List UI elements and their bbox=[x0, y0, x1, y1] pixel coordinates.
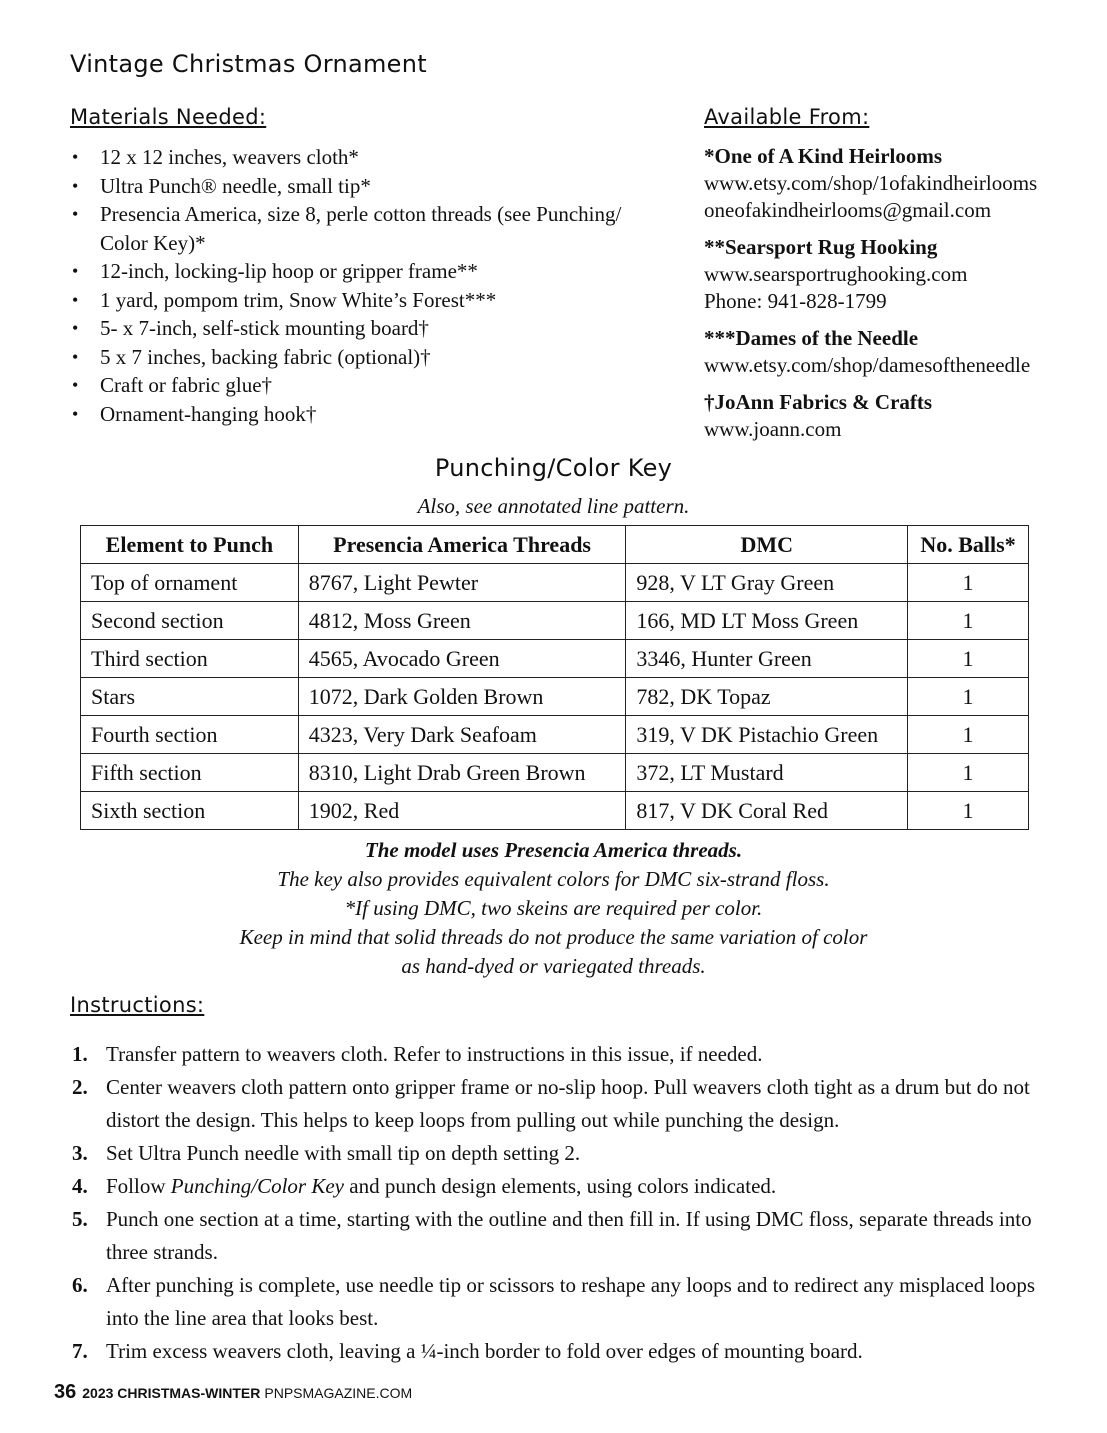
table-cell: 1 bbox=[908, 792, 1029, 830]
vendor-list bbox=[704, 143, 1094, 453]
vendor bbox=[704, 389, 1094, 443]
table-cell: 1902, Red bbox=[298, 792, 626, 830]
vendor-website: www.etsy.com/shop/damesoftheneedle bbox=[704, 353, 1031, 377]
materials-list bbox=[72, 143, 672, 428]
table-cell: 372, LT Mustard bbox=[626, 754, 908, 792]
vendor-phone: Phone: 941-828-1799 bbox=[704, 289, 887, 313]
list-item: • 12-inch, locking-lip hoop or gripper frame** bbox=[72, 257, 672, 286]
table-cell: 4323, Very Dark Seafoam bbox=[298, 716, 626, 754]
instructions-list bbox=[72, 1038, 1057, 1368]
column-header: No. Balls* bbox=[908, 526, 1029, 564]
table-cell: 4565, Avocado Green bbox=[298, 640, 626, 678]
table-cell: 928, V LT Gray Green bbox=[626, 564, 908, 602]
materials-heading: Materials Needed: bbox=[70, 105, 267, 129]
list-item: • 5- x 7-inch, self-stick mounting board† bbox=[72, 314, 672, 343]
step-text: Trim excess weavers cloth, leaving a ¼-inch border to fold over edges of mounting board. bbox=[106, 1339, 863, 1363]
note-line: *If using DMC, two skeins are required per color. bbox=[344, 896, 763, 920]
vendor-website: www.etsy.com/shop/1ofakindheirlooms bbox=[704, 171, 1038, 195]
step-reference: Punching/Color Key bbox=[170, 1174, 344, 1198]
color-key-heading: Punching/Color Key bbox=[434, 454, 673, 482]
color-key-subheading: Also, see annotated line pattern. bbox=[417, 494, 690, 518]
note-line: as hand-dyed or variegated threads. bbox=[401, 954, 706, 978]
step-number: 2. bbox=[72, 1075, 88, 1099]
vendor-website: www.searsportrughooking.com bbox=[704, 262, 968, 286]
instruction-step bbox=[72, 1269, 1057, 1335]
issue-label: 2023 CHRISTMAS-WINTER bbox=[82, 1385, 261, 1401]
table-cell: 8310, Light Drab Green Brown bbox=[298, 754, 626, 792]
step-number: 3. bbox=[72, 1141, 88, 1165]
table-cell: 782, DK Topaz bbox=[626, 678, 908, 716]
step-number: 4. bbox=[72, 1174, 88, 1198]
instruction-step bbox=[72, 1335, 1057, 1368]
color-key-table bbox=[80, 525, 1029, 830]
list-item: • Craft or fabric glue† bbox=[72, 371, 672, 400]
table-cell: 1072, Dark Golden Brown bbox=[298, 678, 626, 716]
table-cell: 1 bbox=[908, 678, 1029, 716]
table-cell: Top of ornament bbox=[81, 564, 299, 602]
table-cell: 166, MD LT Moss Green bbox=[626, 602, 908, 640]
step-text: After punching is complete, use needle tip or scissors to reshape any loops and to redirect any misplaced loops into the line area that looks best. bbox=[106, 1273, 1036, 1330]
note-bold: The model uses Presencia America threads. bbox=[364, 838, 743, 862]
step-text: Punch one section at a time, starting with the outline and then fill in. If using DMC floss, separate threads into three strands. bbox=[106, 1207, 1032, 1264]
vendor-website: www.joann.com bbox=[704, 417, 842, 441]
table-cell: 1 bbox=[908, 602, 1029, 640]
table-cell: Third section bbox=[81, 640, 299, 678]
column-header: Presencia America Threads bbox=[298, 526, 626, 564]
vendor-name: ***Dames of the Needle bbox=[704, 326, 919, 350]
table-cell: 817, V DK Coral Red bbox=[626, 792, 908, 830]
table-cell: 4812, Moss Green bbox=[298, 602, 626, 640]
list-item: • 12 x 12 inches, weavers cloth* bbox=[72, 143, 672, 172]
vendor bbox=[704, 325, 1094, 379]
step-text: Follow bbox=[106, 1174, 171, 1198]
column-header: DMC bbox=[626, 526, 908, 564]
table-cell: 1 bbox=[908, 754, 1029, 792]
vendor bbox=[704, 143, 1094, 224]
instruction-step bbox=[72, 1170, 1057, 1203]
page-title: Vintage Christmas Ornament bbox=[70, 50, 427, 78]
step-number: 5. bbox=[72, 1207, 88, 1231]
step-number: 6. bbox=[72, 1273, 88, 1297]
vendor-name: **Searsport Rug Hooking bbox=[704, 235, 938, 259]
instruction-step bbox=[72, 1038, 1057, 1071]
instruction-step bbox=[72, 1137, 1057, 1170]
instruction-step bbox=[72, 1203, 1057, 1269]
color-key-notes bbox=[0, 836, 1107, 981]
step-number: 1. bbox=[72, 1042, 88, 1066]
table-cell: Fifth section bbox=[81, 754, 299, 792]
table-cell: 1 bbox=[908, 640, 1029, 678]
table-cell: 1 bbox=[908, 564, 1029, 602]
vendor-email: oneofakindheirlooms@gmail.com bbox=[704, 198, 992, 222]
table-row bbox=[81, 754, 1029, 792]
list-item: • 1 yard, pompom trim, Snow White’s Forest*** bbox=[72, 286, 672, 315]
table-header-row bbox=[81, 526, 1029, 564]
site-label: PNPSMAGAZINE.COM bbox=[264, 1385, 413, 1401]
note-line: The key also provides equivalent colors for DMC six-strand floss. bbox=[277, 867, 830, 891]
column-header: Element to Punch bbox=[81, 526, 299, 564]
table-row bbox=[81, 602, 1029, 640]
list-item: • Ultra Punch® needle, small tip* bbox=[72, 172, 672, 201]
page-footer bbox=[54, 1381, 412, 1404]
step-text: Transfer pattern to weavers cloth. Refer to instructions in this issue, if needed. bbox=[106, 1042, 763, 1066]
table-cell: 1 bbox=[908, 716, 1029, 754]
vendor-name: *One of A Kind Heirlooms bbox=[704, 144, 943, 168]
available-heading: Available From: bbox=[704, 105, 870, 129]
table-cell: 8767, Light Pewter bbox=[298, 564, 626, 602]
vendor bbox=[704, 234, 1094, 315]
table-row bbox=[81, 640, 1029, 678]
table-row bbox=[81, 792, 1029, 830]
table-cell: Second section bbox=[81, 602, 299, 640]
list-item: • 5 x 7 inches, backing fabric (optional)† bbox=[72, 343, 672, 372]
table-cell: Sixth section bbox=[81, 792, 299, 830]
table-row bbox=[81, 678, 1029, 716]
step-text: and punch design elements, using colors indicated. bbox=[344, 1174, 777, 1198]
step-number: 7. bbox=[72, 1339, 88, 1363]
instructions-heading: Instructions: bbox=[70, 993, 205, 1017]
list-item: • Ornament-hanging hook† bbox=[72, 400, 672, 429]
table-cell: Stars bbox=[81, 678, 299, 716]
instruction-step bbox=[72, 1071, 1057, 1137]
step-text: Center weavers cloth pattern onto gripper frame or no-slip hoop. Pull weavers cloth tight as a drum but do not distort the design. This helps to keep loops from pulling out while punching the design. bbox=[106, 1075, 1030, 1132]
table-row bbox=[81, 564, 1029, 602]
page-number: 36 bbox=[54, 1381, 77, 1403]
vendor-name: †JoAnn Fabrics & Crafts bbox=[704, 390, 933, 414]
table-cell: Fourth section bbox=[81, 716, 299, 754]
list-item: • Presencia America, size 8, perle cotton threads (see Punching/ Color Key)* bbox=[72, 200, 672, 257]
step-text: Set Ultra Punch needle with small tip on depth setting 2. bbox=[106, 1141, 581, 1165]
table-cell: 3346, Hunter Green bbox=[626, 640, 908, 678]
table-cell: 319, V DK Pistachio Green bbox=[626, 716, 908, 754]
note-line: Keep in mind that solid threads do not produce the same variation of color bbox=[239, 925, 868, 949]
table-row bbox=[81, 716, 1029, 754]
